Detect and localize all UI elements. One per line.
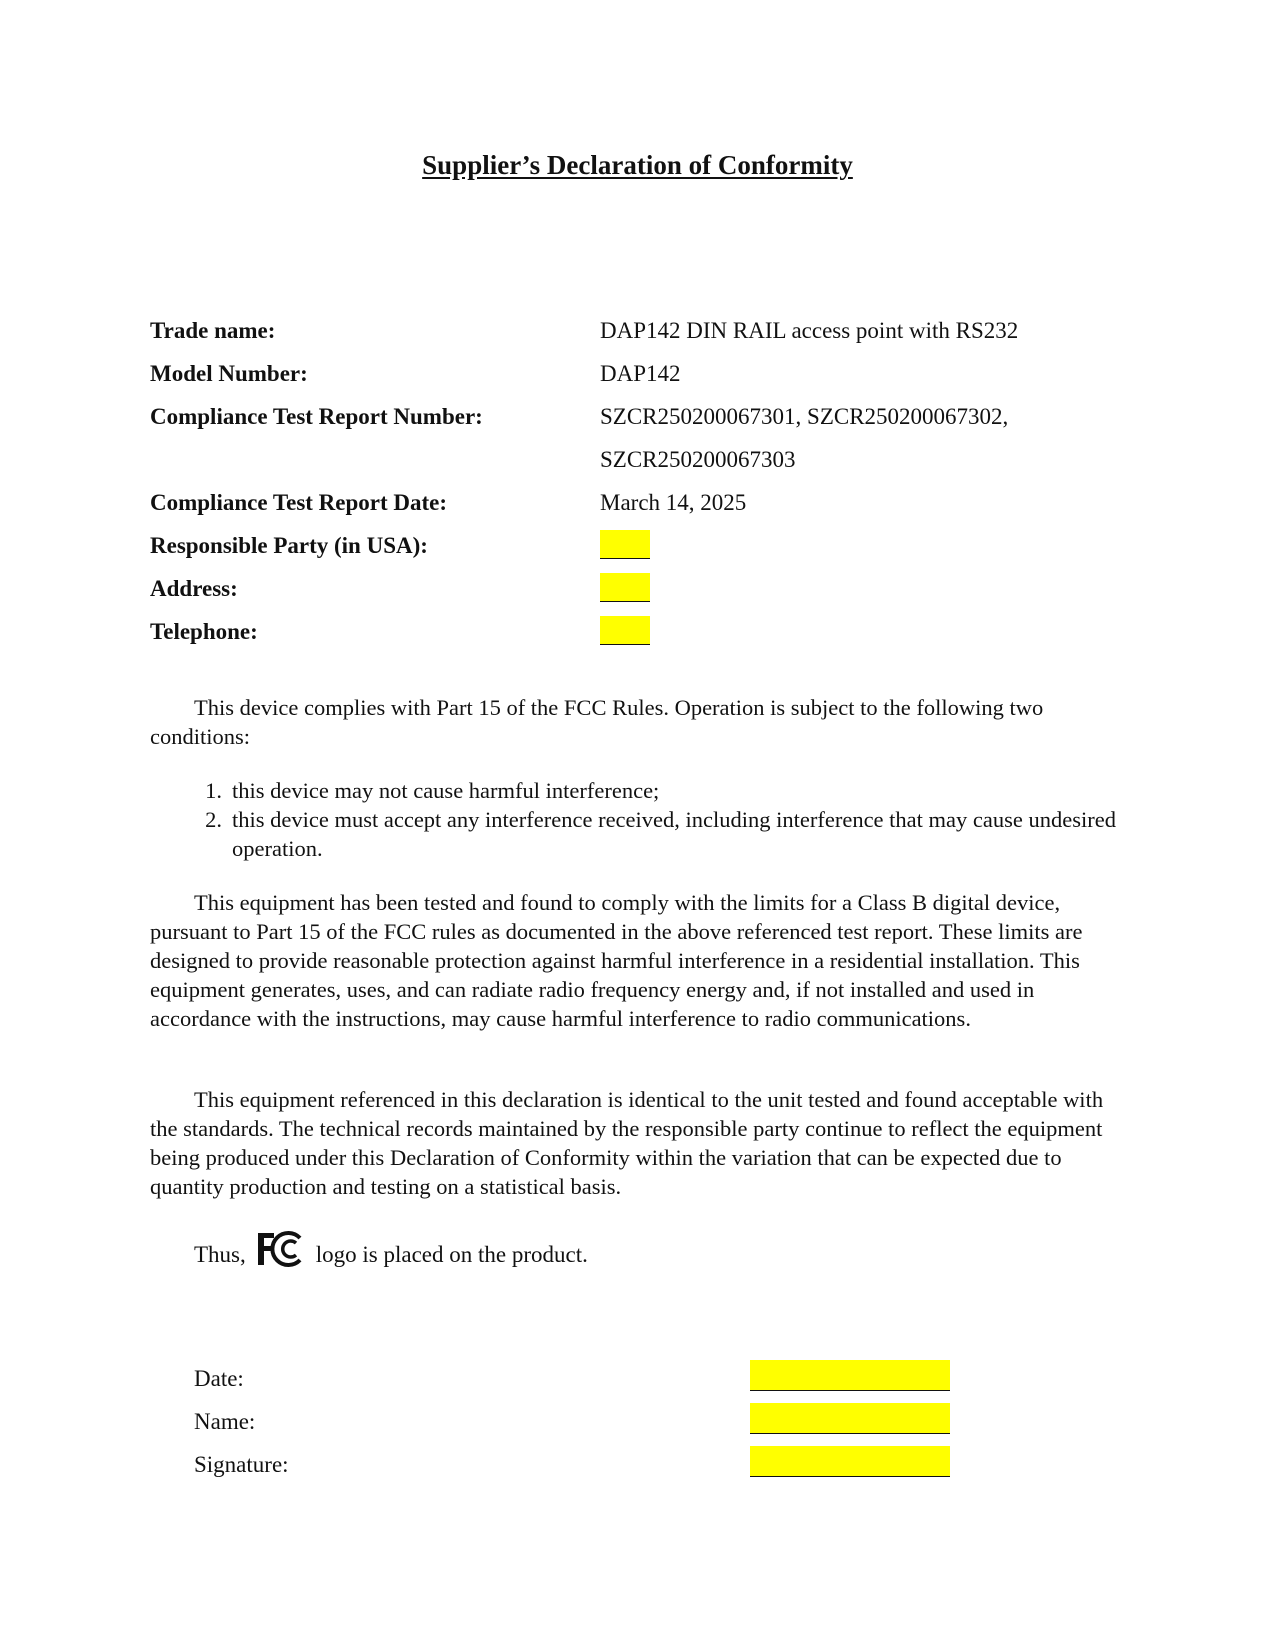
name-label: Name: (194, 1409, 256, 1434)
condition-text: this device may not cause harmful interference; (232, 778, 660, 803)
date-field[interactable] (750, 1360, 950, 1391)
report-number-value (600, 404, 1130, 473)
report-number-row (150, 404, 1130, 490)
report-number-line-1: SZCR250200067301, SZCR250200067302, (600, 404, 1009, 429)
report-number-line-2: SZCR250200067303 (600, 447, 796, 472)
model-number-row (150, 361, 1130, 404)
report-date-label: Compliance Test Report Date: (150, 490, 448, 515)
trade-name-row (150, 318, 1130, 361)
address-field[interactable] (600, 573, 650, 602)
class-b-paragraph: This equipment has been tested and found to comply with the limits for a Class B digital device, pursuant to Part 15 of the FCC rules as documented in the above referenced test report. These limits are designed to provide reasonable protection against harmful interference in a residential installation. This equipment generates, uses, and can radiate radio frequency energy and, if not installed and used in accordance with the instructions, may cause harmful interference to radio communications. (150, 890, 1083, 1031)
logo-placed-text: logo is placed on the product. (315, 1242, 588, 1267)
name-row (194, 1407, 994, 1450)
date-label: Date: (194, 1366, 244, 1391)
responsible-party-row (150, 533, 1130, 576)
name-field[interactable] (750, 1403, 950, 1434)
model-number-value: DAP142 (600, 361, 681, 386)
condition-text: this device must accept any interference received, including interference that may cause undesired operation. (232, 807, 1116, 861)
list-item (150, 805, 1130, 863)
list-item (150, 776, 1130, 805)
telephone-label: Telephone: (150, 619, 258, 644)
fcc-logo-icon (256, 1229, 304, 1269)
compliance-paragraph: This device complies with Part 15 of the FCC Rules. Operation is subject to the following two conditions: (150, 695, 1044, 749)
report-date-value: March 14, 2025 (600, 490, 747, 515)
model-number-label: Model Number: (150, 361, 308, 386)
address-row (150, 576, 1130, 619)
trade-name-value: DAP142 DIN RAIL access point with RS232 (600, 318, 1019, 343)
responsible-party-label: Responsible Party (in USA): (150, 533, 428, 558)
telephone-row (150, 619, 1130, 662)
responsible-party-field[interactable] (600, 530, 650, 559)
trade-name-label: Trade name: (150, 318, 276, 343)
report-date-row (150, 490, 1130, 533)
condition-number: 1. (205, 778, 222, 803)
signature-block (194, 1364, 994, 1493)
thus-text: Thus, (194, 1242, 246, 1267)
conditions-list (150, 776, 1130, 863)
signature-label: Signature: (194, 1452, 289, 1477)
fcc-logo-statement (194, 1235, 588, 1275)
condition-number: 2. (205, 807, 222, 832)
identical-equipment-paragraph: This equipment referenced in this declaration is identical to the unit tested and found acceptable with the standards. The technical records maintained by the responsible party continue to reflect the equipment being produced under this Declaration of Conformity within the variation that can be expected due to quantity production and testing on a statistical basis. (150, 1087, 1104, 1199)
product-info-table (150, 318, 1130, 662)
telephone-field[interactable] (600, 616, 650, 645)
date-row (194, 1364, 994, 1407)
address-label: Address: (150, 576, 238, 601)
signature-field[interactable] (750, 1446, 950, 1477)
report-number-label: Compliance Test Report Number: (150, 404, 483, 429)
page-title: Supplier’s Declaration of Conformity (422, 150, 853, 180)
signature-row (194, 1450, 994, 1493)
